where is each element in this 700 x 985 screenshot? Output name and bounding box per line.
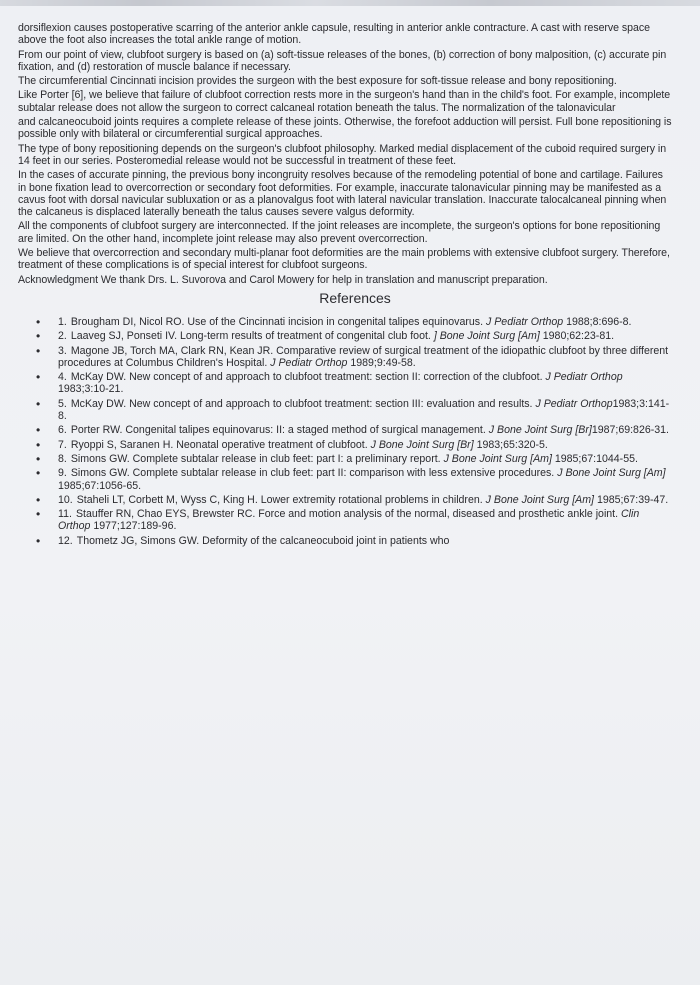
paragraph: All the components of clubfoot surgery are interconnected. If the joint releases are incomplete, the surgeon's options for bone repositioning are limited. On the other hand, incomplete joint release may also prevent overcorrection. xyxy=(18,220,661,245)
reference-item: • 2. Laaveg SJ, Ponseti IV. Long-term results of treatment of congenital club foot. ] Bone Joint Surg [Am] 1980;62:23-81. xyxy=(58,330,672,342)
paragraph: and calcaneocuboid joints requires a complete release of these joints. Otherwise, the forefoot adduction will persist. Full bone repositioning is possible only with bilateral or circumferential surgical approaches. xyxy=(18,116,672,141)
paragraph: Like Porter [6], we believe that failure of clubfoot correction rests more in the surgeon's hand than in the child's foot. For example, incomplete subtalar release does not allow the surgeon to correct calcaneal rotation beneath the talus. The normalization of the talonavicular xyxy=(18,89,671,114)
paragraph: In the cases of accurate pinning, the previous bony incongruity resolves because of the remodeling potential of bone and cartilage. Failures in bone fixation lead to overcorrection or secondary foot deformities. For example, inaccurate talonavicular pinning may be manifested as a cavus foot with dorsal navicular subluxation or as a planovalgus foot with lateral navicular translation. Inaccurate talocalcaneal pinning when the calcaneus is displaced laterally beneath the talus causes severe valgus deformity. xyxy=(18,169,667,219)
reference-item: • 11. Stauffer RN, Chao EYS, Brewster RC. Force and motion analysis of the normal, diseased and prosthetic ankle joint. Clin Orthop 1977;127:189-96. xyxy=(58,508,672,533)
paragraph: From our point of view, clubfoot surgery is based on (a) soft-tissue releases of the bones, (b) correction of bony malposition, (c) accurate pin fixation, and (d) restoration of muscle balance if necessary. xyxy=(18,48,667,73)
body-text xyxy=(18,22,672,286)
reference-item: • 9. Simons GW. Complete subtalar release in club feet: part II: comparison with less extensive procedures. J Bone Joint Surg [Am] 1985;67:1056-65. xyxy=(58,467,672,492)
reference-item: • 5. McKay DW. New concept of and approach to clubfoot treatment: section III: evaluation and results. J Pediatr Orthop1983;3:141-8. xyxy=(58,398,672,423)
paragraph: The circumferential Cincinnati incision provides the surgeon with the best exposure for soft-tissue release and bony repositioning. xyxy=(18,75,617,88)
reference-item: • 8. Simons GW. Complete subtalar release in club feet: part I: a preliminary report. J Bone Joint Surg [Am] 1985;67:1044-55. xyxy=(58,453,672,465)
reference-item: • 1. Brougham DI, Nicol RO. Use of the Cincinnati incision in congenital talipes equinovarus. J Pediatr Orthop 1988;8:696-8. xyxy=(58,316,672,328)
reference-item: • 10. Staheli LT, Corbett M, Wyss C, King H. Lower extremity rotational problems in children. J Bone Joint Surg [Am] 1985;67:39-47. xyxy=(58,494,672,506)
reference-item: • 12. Thometz JG, Simons GW. Deformity of the calcaneocuboid joint in patients who xyxy=(58,535,672,547)
acknowledgment: Acknowledgment We thank Drs. L. Suvorova and Carol Mowery for help in translation and manuscript preparation. xyxy=(18,273,548,286)
reference-item: • 3. Magone JB, Torch MA, Clark RN, Kean JR. Comparative review of surgical treatment of the idiopathic clubfoot by three different procedures at Columbus Children's Hospital. J Pediatr Orthop 1989;9:49-58. xyxy=(58,345,672,370)
paragraph: We believe that overcorrection and secondary multi-planar foot deformities are the main problems with extensive clubfoot surgery. Therefore, treatment of these complications is of special interest for clubfoot surgeons. xyxy=(18,247,670,272)
references-list xyxy=(18,316,672,547)
reference-item: • 7. Ryoppi S, Saranen H. Neonatal operative treatment of clubfoot. J Bone Joint Surg [Br] 1983;65:320-5. xyxy=(58,439,672,451)
references-heading: References xyxy=(319,289,391,306)
reference-item: • 4. McKay DW. New concept of and approach to clubfoot treatment: section II: correction of the clubfoot. J Pediatr Orthop 1983;3:10-21. xyxy=(58,371,672,396)
reference-item: • 6. Porter RW. Congenital talipes equinovarus: II: a staged method of surgical management. J Bone Joint Surg [Br]1987;69:826-31. xyxy=(58,424,672,436)
paragraph: dorsiflexion causes postoperative scarring of the anterior ankle capsule, resulting in anterior ankle contracture. A cast with reserve space above the foot also increases the total ankle range of motion. xyxy=(18,22,650,47)
top-edge-strip xyxy=(0,0,700,6)
paragraph: The type of bony repositioning depends on the surgeon's clubfoot philosophy. Marked medial displacement of the cuboid required surgery in 14 feet in our series. Posteromedial release would not be successful in treatment of these feet. xyxy=(18,142,667,167)
